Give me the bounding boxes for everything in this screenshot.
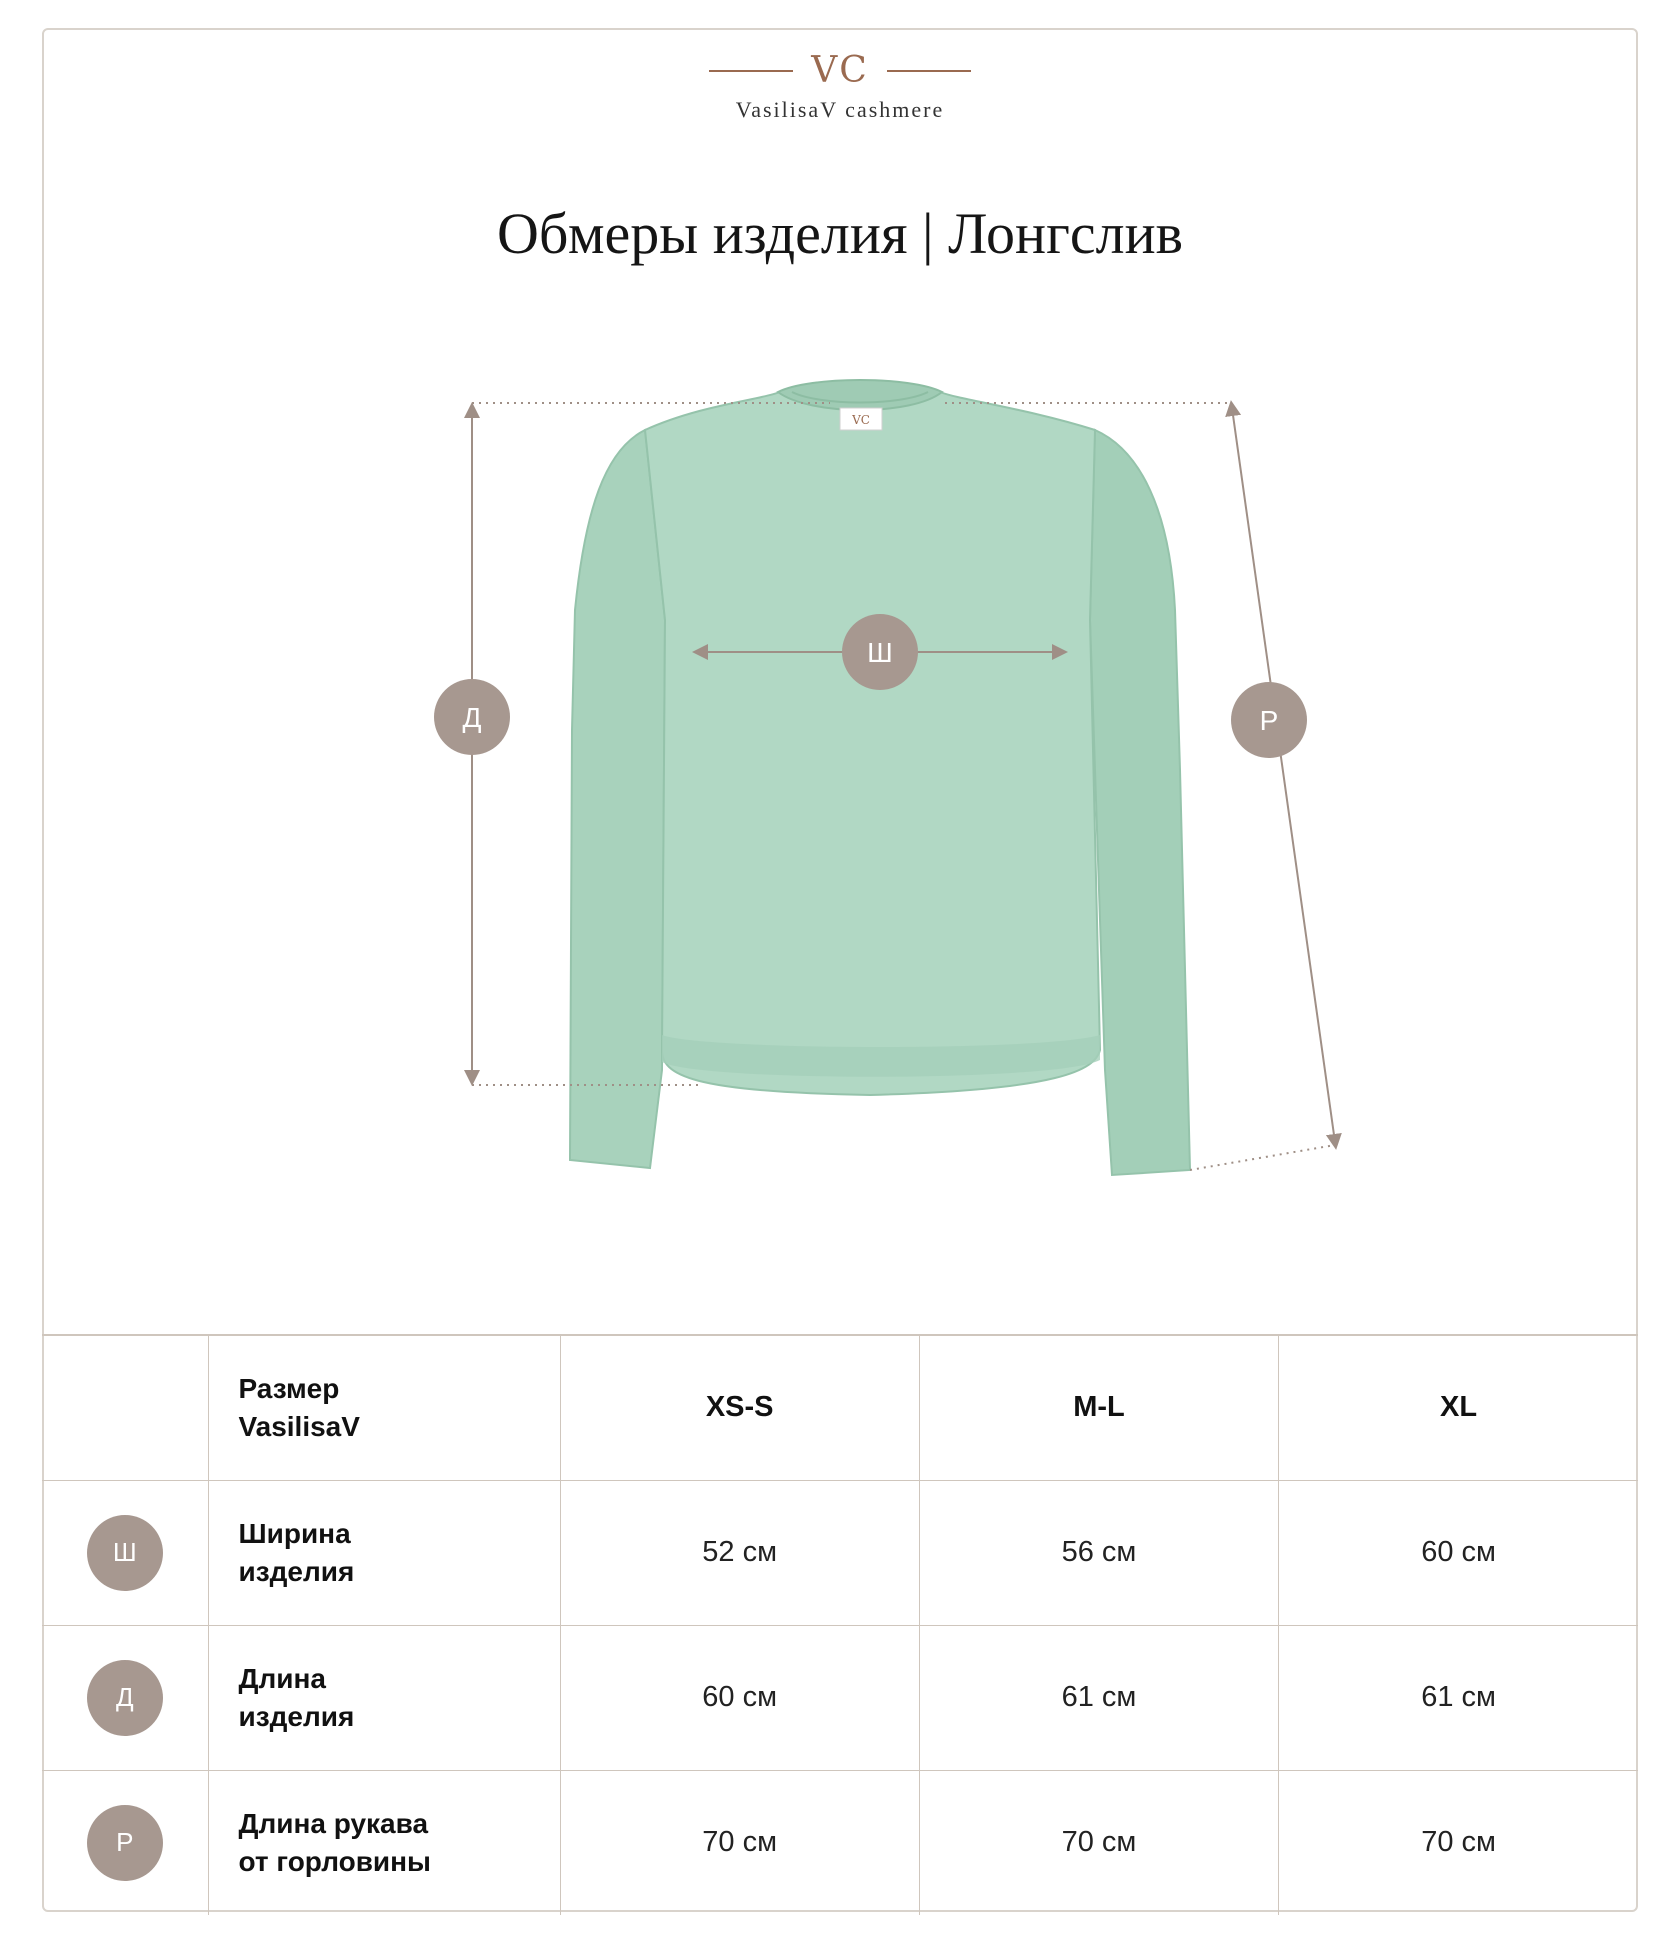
sleeve-badge-text: Р (1259, 705, 1279, 736)
table-row (42, 1625, 1638, 1770)
size-xl: XL (1440, 1391, 1478, 1424)
cell-value: 56 см (1061, 1536, 1137, 1568)
page-title: Обмеры изделия | Лонгслив (496, 201, 1183, 266)
value-cell (1279, 1480, 1638, 1625)
logo-monogram (0, 50, 1680, 91)
header-empty-cell (42, 1335, 208, 1480)
size-table (42, 1334, 1638, 1915)
width-badge: Ш (87, 1515, 163, 1591)
row-label-cell (208, 1770, 560, 1915)
garment-label-text: VC (852, 413, 870, 427)
table-header-row (42, 1335, 1638, 1480)
value-cell (560, 1770, 919, 1915)
value-cell (919, 1770, 1278, 1915)
cell-value: 70 см (702, 1826, 778, 1859)
value-cell (919, 1480, 1278, 1625)
row-label: Ширина изделия (238, 1517, 355, 1587)
value-cell (560, 1480, 919, 1625)
logo-wordmark: VasilisaV cashmere (735, 97, 945, 122)
cell-value: 60 см (702, 1681, 778, 1713)
sleeve-badge: Р (87, 1805, 163, 1881)
row-badge-cell (42, 1480, 208, 1625)
cell-value: 61 см (1421, 1681, 1496, 1713)
size-header-label: Размер VasilisaV (238, 1372, 360, 1442)
brand-logo (0, 50, 1680, 123)
row-badge-cell (42, 1770, 208, 1915)
value-cell (1279, 1625, 1638, 1770)
cell-value: 70 см (1421, 1826, 1496, 1859)
sweater-sleeve-right (1090, 430, 1190, 1175)
table-row (42, 1770, 1638, 1915)
logo-rule-left (709, 70, 793, 72)
cell-value: 61 см (1061, 1681, 1137, 1713)
header-size-cell (919, 1335, 1278, 1480)
cell-value: 60 см (1421, 1536, 1496, 1568)
header-size-cell (560, 1335, 919, 1480)
width-badge-text: Ш (867, 637, 893, 668)
row-label-cell (208, 1480, 560, 1625)
row-label: Длина рукава от горловины (238, 1807, 431, 1877)
longsleeve-illustration (570, 380, 1190, 1175)
logo-monogram-text: VC (811, 50, 869, 91)
length-badge-text: Д (462, 702, 482, 733)
sleeve-arrow (1232, 408, 1335, 1142)
size-m-l: M-L (1073, 1391, 1125, 1424)
header-size-cell (1279, 1335, 1638, 1480)
size-xs-s: XS-S (705, 1391, 774, 1424)
value-cell (1279, 1770, 1638, 1915)
length-badge: Д (87, 1660, 163, 1736)
garment-diagram (400, 370, 1380, 1200)
header-label-cell (208, 1335, 560, 1480)
logo-rule-right (887, 70, 971, 72)
value-cell (919, 1625, 1278, 1770)
sweater-sleeve-left (570, 430, 665, 1168)
row-badge-cell (42, 1625, 208, 1770)
cell-value: 70 см (1061, 1826, 1137, 1859)
value-cell (560, 1625, 919, 1770)
table-row (42, 1480, 1638, 1625)
sweater-body (645, 392, 1100, 1095)
cell-value: 52 см (702, 1536, 778, 1568)
row-label-cell (208, 1625, 560, 1770)
row-label: Длина изделия (238, 1662, 355, 1732)
